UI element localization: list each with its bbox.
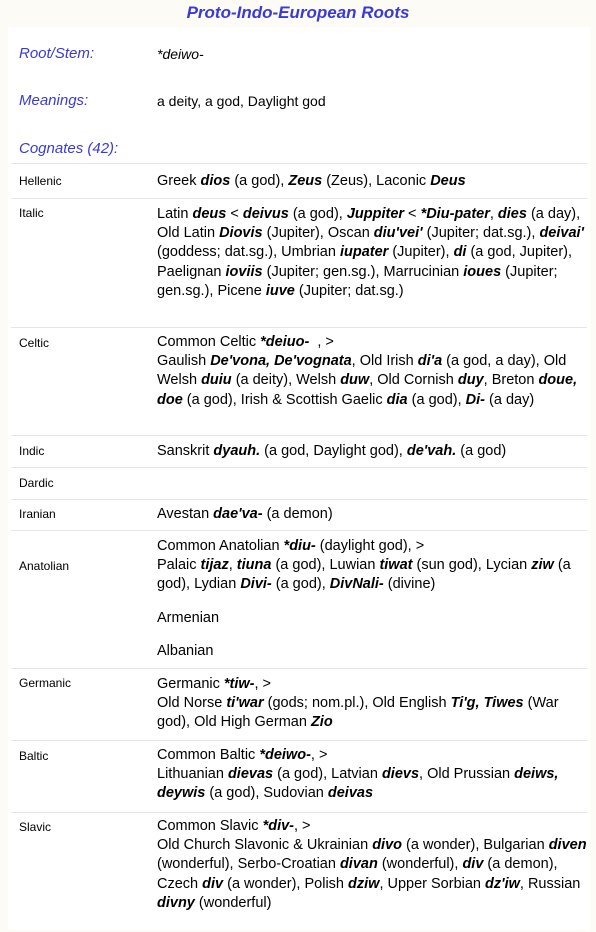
cognates-panel	[8, 27, 590, 930]
branch-text-celtic: Common Celtic *deiuo- , > Gaulish De'vona, De'vognata, Old Irish di'a (a god, a day), Old Welsh duiu (a deity), Welsh duw, Old Cornish duy, Breton doue, doe (a god), Irish & Scottish Gaelic dia (a god), Di- (a day)	[157, 334, 578, 408]
root-stem-label: Root/Stem:	[19, 45, 95, 62]
row-separator	[11, 435, 587, 436]
row-separator	[11, 812, 587, 813]
branch-label-baltic: Baltic	[19, 749, 49, 763]
branch-text-indic: Sanskrit dyauh. (a god, Daylight god), de'vah. (a god)	[157, 443, 507, 459]
branch-label-germanic: Germanic	[19, 676, 72, 690]
branch-label-anatolian: Anatolian	[19, 559, 70, 573]
branch-text-anatolian: Common Anatolian *diu- (daylight god), > Palaic tijaz, tiuna (a god), Luwian tiwat (sun god), Lycian ziw (a god), Lydian Divi- (a god), DivNali- (divine)	[157, 538, 571, 593]
row-separator	[11, 668, 587, 669]
branch-text-iranian: Avestan dae'va- (a demon)	[157, 506, 333, 522]
row-separator	[11, 327, 587, 328]
branch-albanian: Albanian	[157, 643, 214, 659]
branch-label-dardic: Dardic	[19, 476, 54, 490]
row-separator	[11, 499, 587, 500]
root-stem-value: *deiwo-	[157, 46, 204, 62]
cognates-label: Cognates (42):	[19, 140, 119, 157]
meanings-label: Meanings:	[19, 92, 89, 109]
branch-text-italic: Latin deus < deivus (a god), Juppiter < *Diu-pater, dies (a day), Old Latin Diovis (Jupiter), Oscan diu'vei' (Jupiter; dat.sg.), deivai' (goddess; dat.sg.), Umbrian iupater (Jupiter), di (a god, Jupiter), Paelignan ioviis (Jupiter; gen.sg.), Marrucinian ioues (Jupiter; gen.sg.), Picene iuve (Jupiter; dat.sg.)	[157, 206, 585, 299]
row-separator	[11, 163, 587, 164]
page-title: Proto-Indo-European Roots	[186, 3, 410, 22]
branch-armenian: Armenian	[157, 610, 220, 626]
row-separator	[11, 467, 587, 468]
branch-label-indic: Indic	[19, 444, 45, 458]
branch-label-celtic: Celtic	[19, 336, 50, 350]
branch-label-hellenic: Hellenic	[19, 174, 62, 188]
row-separator	[11, 740, 587, 741]
branch-label-italic: Italic	[19, 206, 44, 220]
branch-text-slavic: Common Slavic *div-, > Old Church Slavonic & Ukrainian divo (a wonder), Bulgarian diven (wonderful), Serbo-Croatian divan (wonderful), div (a demon), Czech div (a wonder), Polish dziw, Upper Sorbian dz'iw, Russian divny (wonderful)	[157, 818, 587, 911]
meanings-value: a deity, a god, Daylight god	[157, 93, 326, 109]
row-separator	[11, 198, 587, 199]
branch-label-slavic: Slavic	[19, 820, 52, 834]
row-separator	[11, 530, 587, 531]
branch-text-germanic: Germanic *tiw-, > Old Norse ti'war (gods; nom.pl.), Old English Ti'g, Tiwes (War god), Old High German Zio	[157, 676, 559, 731]
branch-label-iranian: Iranian	[19, 507, 56, 521]
branch-text-baltic: Common Baltic *deiwo-, > Lithuanian dievas (a god), Latvian dievs, Old Prussian deiws, deywis (a god), Sudovian deivas	[157, 747, 559, 802]
branch-text-hellenic: Greek dios (a god), Zeus (Zeus), Laconic Deus	[157, 173, 466, 189]
